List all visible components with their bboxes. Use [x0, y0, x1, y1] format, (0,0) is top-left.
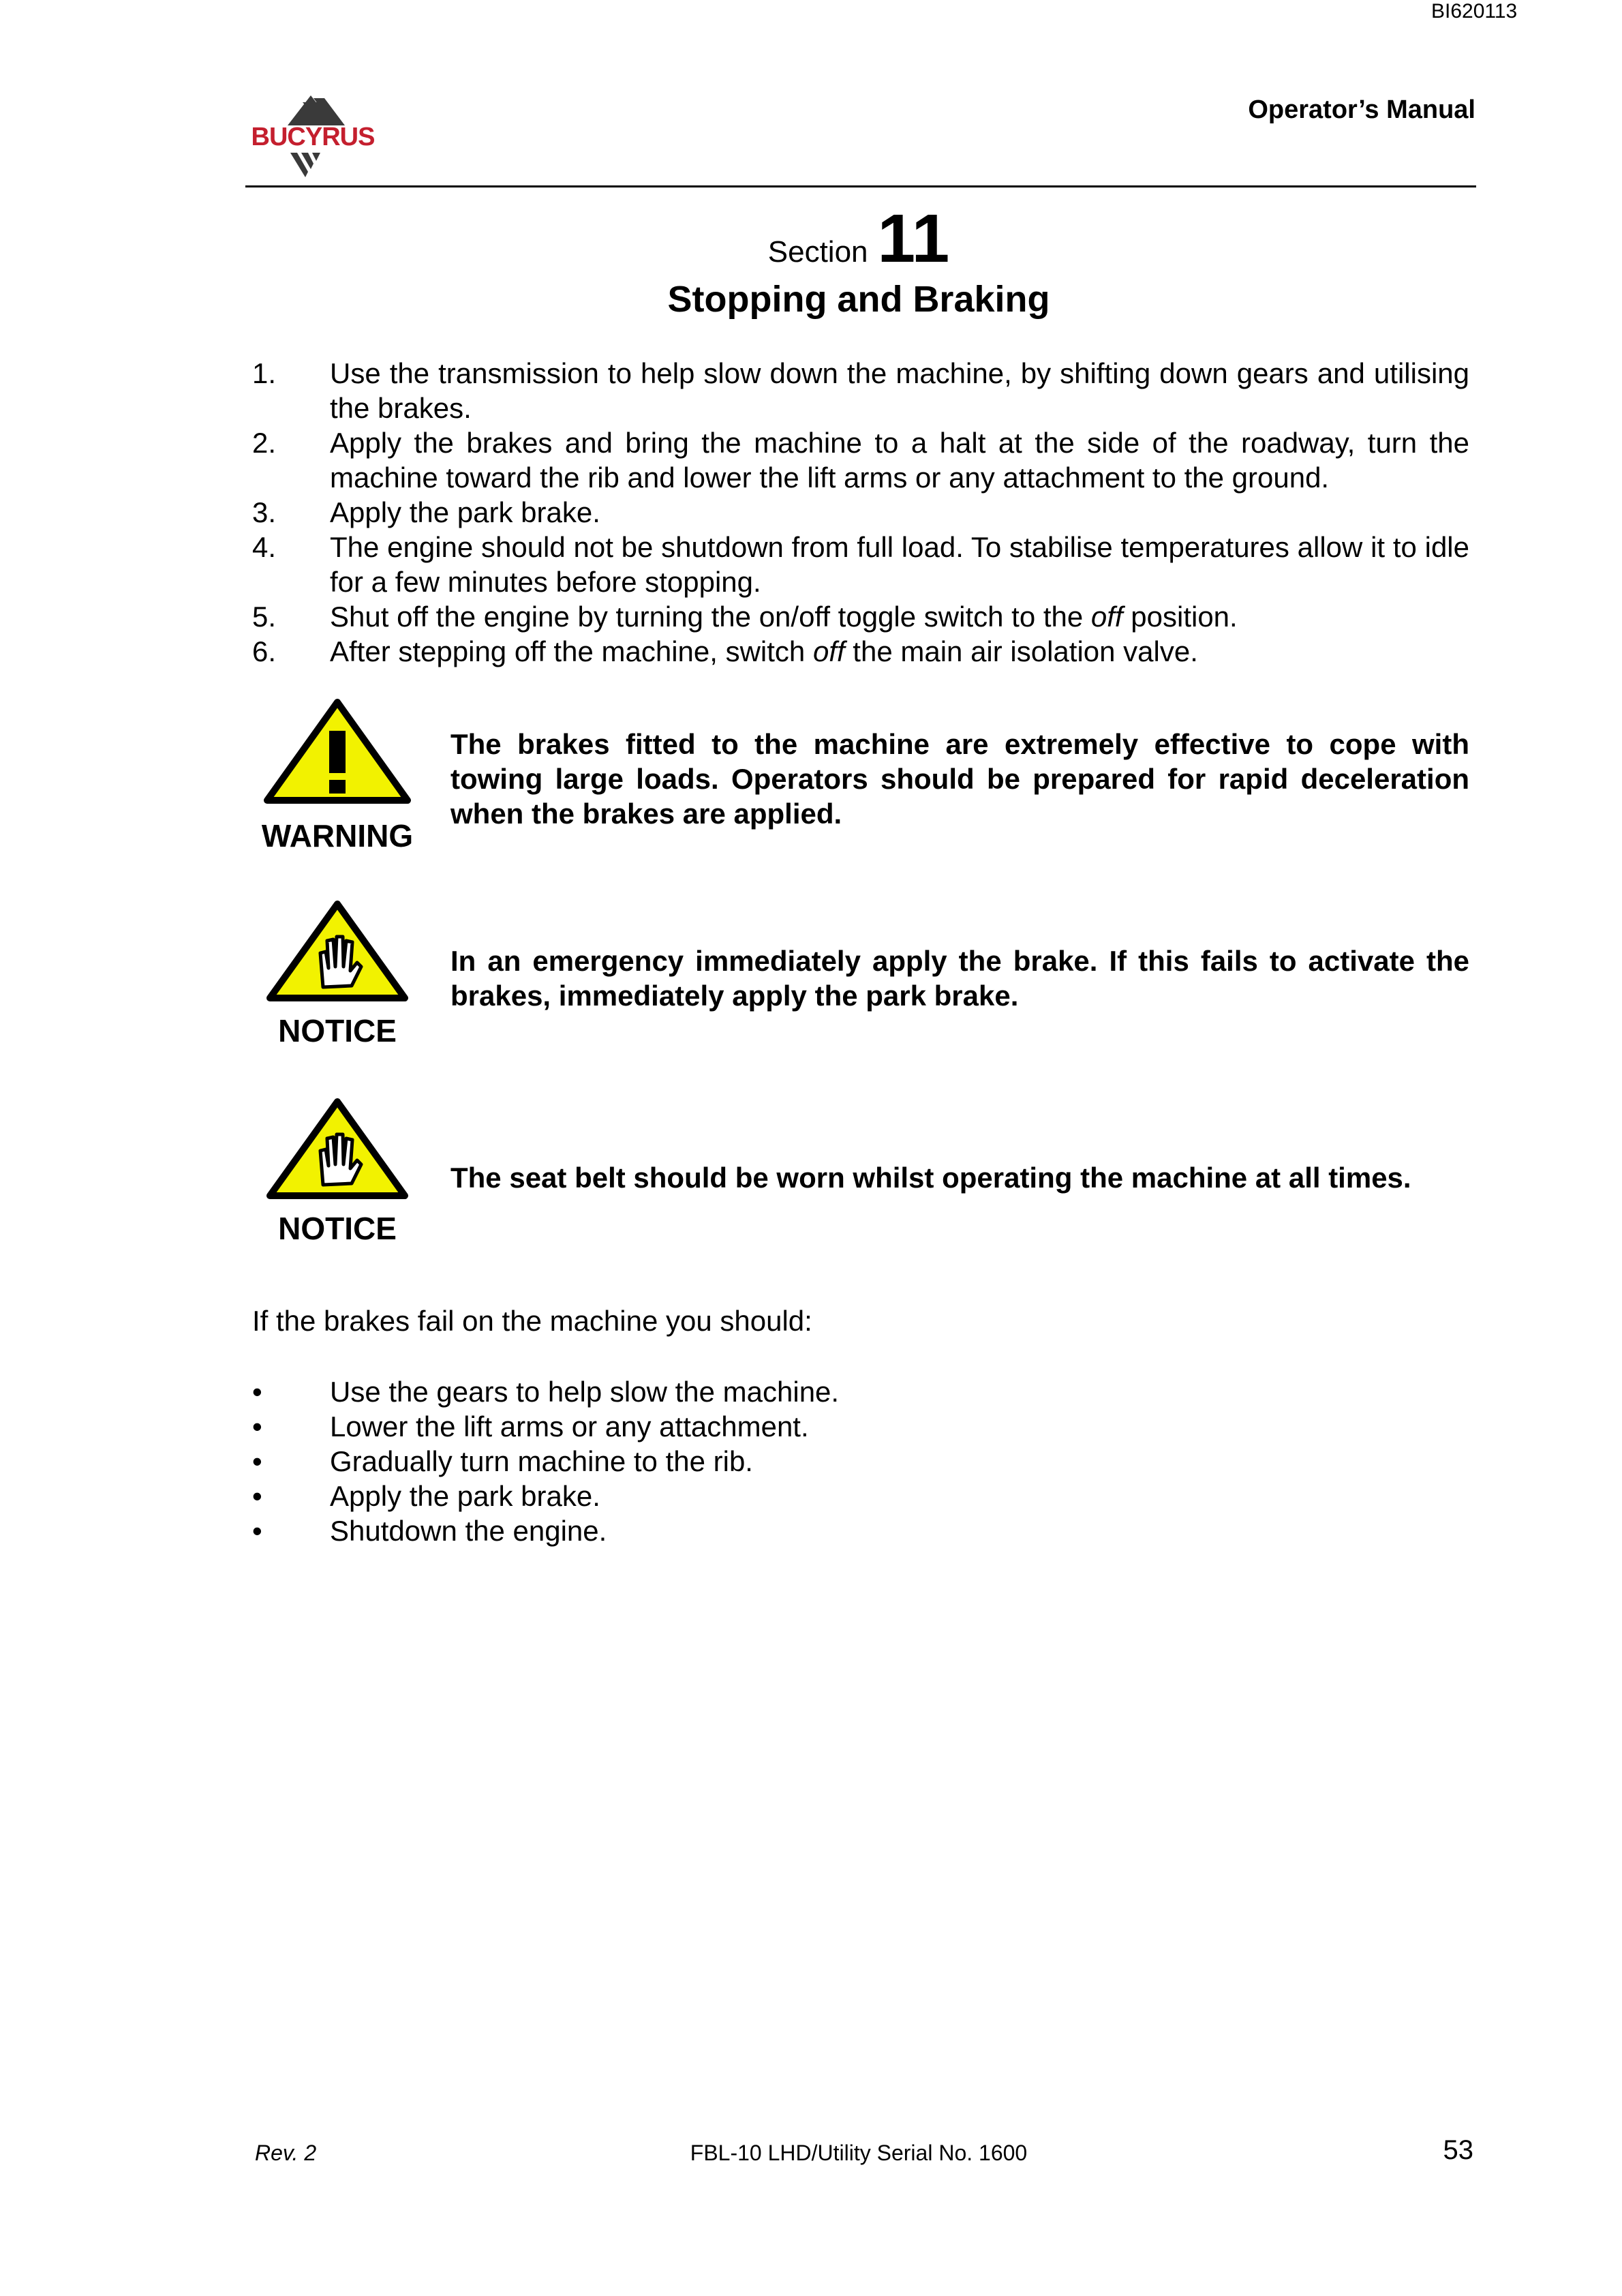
- step-text-part: After stepping off the machine, switch: [330, 635, 813, 667]
- failure-bullets: [252, 1374, 839, 1548]
- warning-callout: [252, 698, 1469, 862]
- logo-text: BUCYRUS: [251, 123, 375, 151]
- list-item: [252, 425, 1469, 495]
- header-rule: [245, 185, 1476, 187]
- step-text: [330, 634, 1469, 669]
- step-text: Use the transmission to help slow down the machine, by shifting down gears and utilising the brakes.: [330, 357, 1469, 424]
- warning-exclamation-icon: [252, 698, 423, 814]
- step-text: Apply the brakes and bring the machine to a halt at the side of the roadway, turn the machine toward the rib and lower the lift arms or any attachment to the ground.: [330, 427, 1469, 494]
- step-text-part: Shut off the engine by turning the on/off toggle switch to the: [330, 601, 1091, 633]
- notice-label: NOTICE: [278, 1211, 397, 1246]
- step-text-part: the main air isolation valve.: [844, 635, 1198, 667]
- list-item: [252, 1444, 839, 1479]
- step-text: Apply the park brake.: [330, 496, 600, 528]
- failure-intro: If the brakes fail on the machine you should:: [252, 1305, 812, 1337]
- list-item: [252, 1479, 839, 1513]
- section-number: 11: [877, 200, 950, 277]
- step-text: The engine should not be shutdown from full load. To stabilise temperatures allow it to idle for a few minutes before stopping.: [330, 531, 1469, 598]
- step-text-emphasis: off: [812, 635, 845, 667]
- bullet-text: Gradually turn machine to the rib.: [330, 1445, 753, 1477]
- bullet-text: Use the gears to help slow the machine.: [330, 1376, 840, 1408]
- footer-revision: Rev. 2: [255, 2141, 317, 2165]
- step-number: 6.: [252, 635, 277, 667]
- bullet-dot: •: [252, 1410, 262, 1442]
- list-item: [252, 530, 1469, 599]
- bullet-dot: •: [252, 1445, 262, 1477]
- page-number: 53: [1443, 2135, 1473, 2165]
- notice-text: The seat belt should be worn whilst operating the machine at all times.: [450, 1162, 1411, 1194]
- section-title: Stopping and Braking: [667, 279, 1050, 320]
- manual-title: Operator’s Manual: [1248, 95, 1475, 124]
- step-number: 1.: [252, 357, 277, 389]
- warning-text: The brakes fitted to the machine are extremely effective to cope with towing large loads. Operators should be prepared for rapid deceleration when the brakes are applied.: [450, 728, 1469, 830]
- notice-label: NOTICE: [278, 1013, 397, 1048]
- step-text: [330, 599, 1469, 634]
- list-item: [252, 599, 1469, 634]
- step-number: 3.: [252, 496, 277, 528]
- bullet-dot: •: [252, 1480, 262, 1512]
- list-item: [252, 356, 1469, 425]
- bullet-text: Apply the park brake.: [330, 1480, 600, 1512]
- bullet-text: Shutdown the engine.: [330, 1515, 607, 1547]
- bullet-text: Lower the lift arms or any attachment.: [330, 1410, 809, 1442]
- notice-callout: [252, 900, 1469, 1063]
- bullet-dot: •: [252, 1376, 262, 1408]
- notice-text: In an emergency immediately apply the brake. If this fails to activate the brakes, immediately apply the park brake.: [450, 945, 1469, 1012]
- step-number: 5.: [252, 601, 277, 633]
- step-text-emphasis: off: [1090, 601, 1123, 633]
- list-item: [252, 1409, 839, 1444]
- section-word: Section: [767, 235, 868, 269]
- notice-callout: [252, 1098, 1469, 1261]
- steps-list: [252, 356, 1469, 669]
- list-item: [252, 1513, 839, 1548]
- notice-hand-icon: [252, 900, 423, 1009]
- footer-model: FBL-10 LHD/Utility Serial No. 1600: [690, 2141, 1028, 2165]
- bucyrus-logo: [243, 93, 383, 181]
- step-number: 4.: [252, 531, 277, 563]
- doc-id: BI620113: [1431, 0, 1518, 22]
- list-item: [252, 1374, 839, 1409]
- list-item: [252, 495, 1469, 530]
- bullet-dot: •: [252, 1515, 262, 1547]
- step-text-part: position.: [1122, 601, 1238, 633]
- notice-hand-icon: [252, 1098, 423, 1207]
- step-number: 2.: [252, 427, 277, 459]
- section-heading: [0, 200, 1622, 277]
- warning-label: WARNING: [261, 818, 414, 854]
- list-item: [252, 634, 1469, 669]
